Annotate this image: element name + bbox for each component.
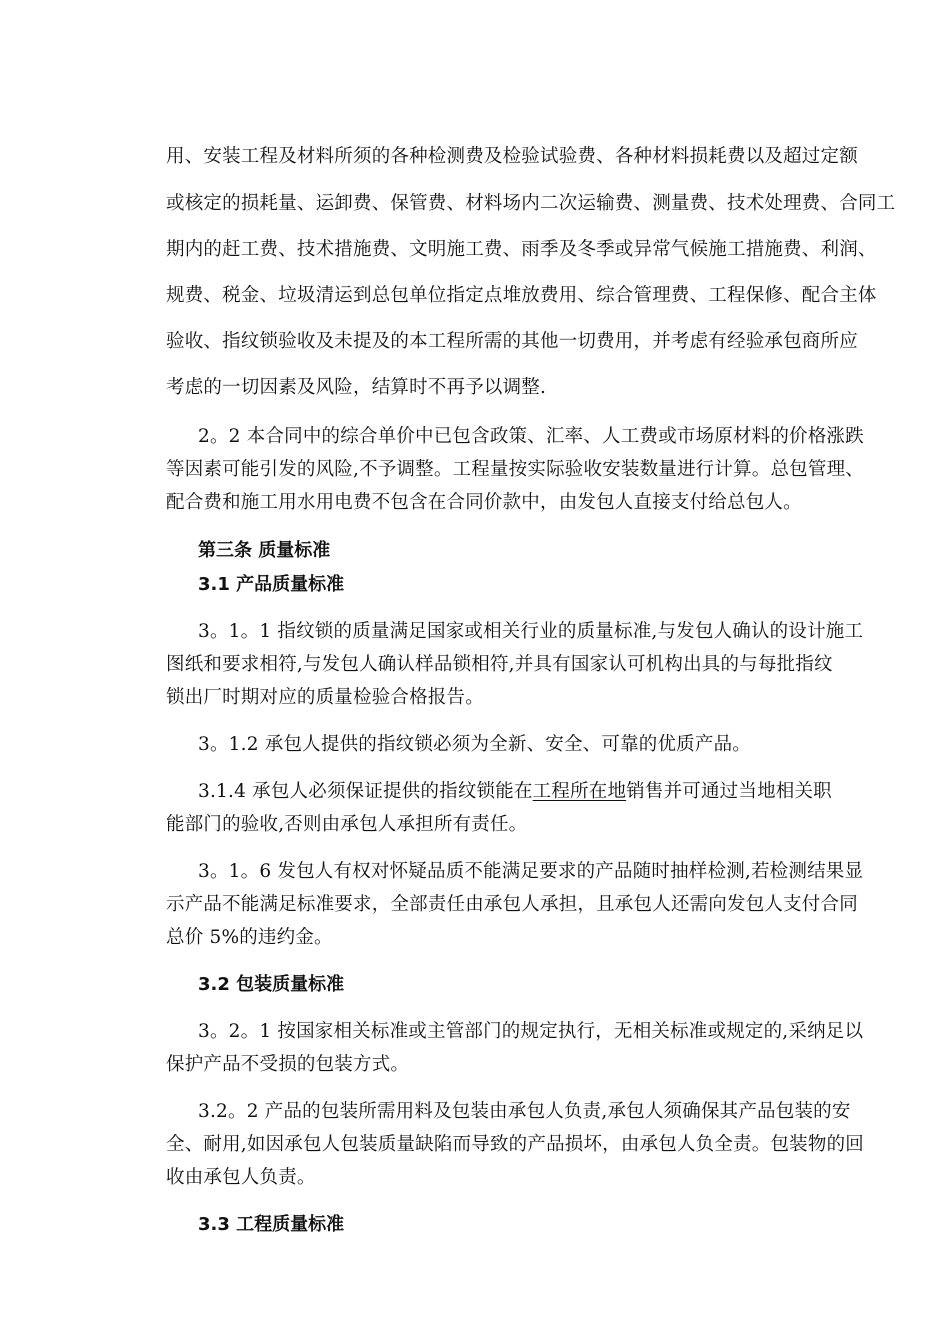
text-line: 全、耐用,如因承包人包装质量缺陷而导致的产品损坏，由承包人负全责。包装物的回 [166, 1134, 864, 1155]
text-line: 3.2。2 产品的包装所需用料及包装由承包人负责,承包人须确保其产品包装的安 [198, 1101, 851, 1122]
text-line: 收由承包人负责。 [166, 1167, 316, 1188]
text-line: 期内的赶工费、技术措施费、文明施工费、雨季及冬季或异常气候施工措施费、利润、 [166, 239, 877, 260]
text-line [198, 780, 898, 804]
text-line: 配合费和施工用水用电费不包含在合同价款中，由发包人直接支付给总包人。 [166, 492, 802, 513]
underlined-term: 工程所在地 [532, 781, 627, 802]
text-line: 或核定的损耗量、运卸费、保管费、材料场内二次运输费、测量费、技术处理费、合同工 [166, 193, 896, 214]
text-segment: 3.1.4 承包人必须保证提供的指纹锁能在 [198, 781, 533, 802]
text-line: 3。1。6 发包人有权对怀疑品质不能满足要求的产品随时抽样检测,若检测结果显 [198, 861, 864, 882]
text-line: 保护产品不受损的包装方式。 [166, 1054, 410, 1075]
text-line: 3。1.2 承包人提供的指纹锁必须为全新、安全、可靠的优质产品。 [198, 734, 751, 755]
text-line: 总价 5%的违约金。 [166, 927, 333, 948]
text-line: 验收、指纹锁验收及未提及的本工程所需的其他一切费用，并考虑有经验承包商所应 [166, 331, 858, 352]
text-line: 锁出厂时期对应的质量检验合格报告。 [166, 687, 484, 708]
subsection-heading: 3.3 工程质量标准 [198, 1214, 345, 1235]
text-line: 3。1。1 指纹锁的质量满足国家或相关行业的质量标准,与发包人确认的设计施工 [198, 621, 864, 642]
text-segment: 销售并可通过当地相关职 [626, 781, 832, 802]
subsection-heading: 3.2 包装质量标准 [198, 974, 345, 995]
text-line: 规费、税金、垃圾清运到总包单位指定点堆放费用、综合管理费、工程保修、配合主体 [166, 285, 877, 306]
text-line: 考虑的一切因素及风险，结算时不再予以调整. [166, 377, 547, 398]
text-line: 图纸和要求相符,与发包人确认样品锁相符,并具有国家认可机构出具的与每批指纹 [166, 654, 833, 675]
subsection-heading: 3.1 产品质量标准 [198, 574, 345, 595]
text-line: 3。2。1 按国家相关标准或主管部门的规定执行，无相关标准或规定的,采纳足以 [198, 1021, 864, 1042]
text-line: 2。2 本合同中的综合单价中已包含政策、汇率、人工费或市场原材料的价格涨跌 [198, 426, 864, 447]
text-line: 示产品不能满足标准要求，全部责任由承包人承担，且承包人还需向发包人支付合同 [166, 894, 858, 915]
section-heading: 第三条 质量标准 [198, 540, 331, 561]
text-line: 等因素可能引发的风险,不予调整。工程量按实际验收安装数量进行计算。总包管理、 [166, 459, 864, 480]
text-line: 能部门的验收,否则由承包人承担所有责任。 [166, 814, 528, 835]
text-line: 用、安装工程及材料所须的各种检测费及检验试验费、各种材料损耗费以及超过定额 [166, 146, 858, 167]
